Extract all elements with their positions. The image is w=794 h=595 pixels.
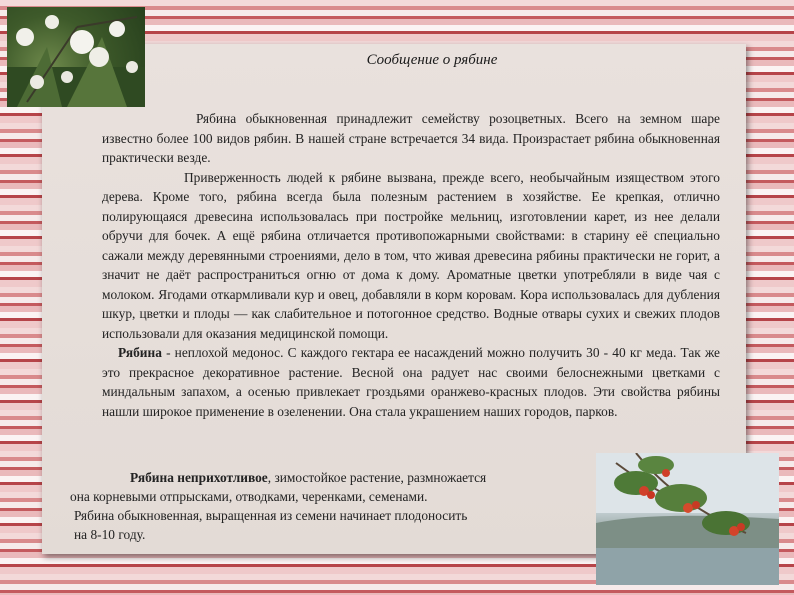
paragraph-3-lead: Рябина	[118, 345, 162, 360]
tail-line-2: она корневыми отпрысками, отводками, черенками, семенами.	[70, 489, 428, 504]
tail-line-1-text: , зимостойкое растение, размножается	[267, 470, 487, 485]
paragraph-2: Приверженность людей к рябине вызвана, прежде всего, необычайным изяществом этого дерева. Кроме того, рябина всегда была полезным растением в хозяйстве. Ее крепкая, отлично полирующаяся древесина использовалась при постройке мельниц, изготовлении карет, из нее делали обручи для бочек. А ещё рябина отличается противопожарными свойствами: в старину её специально сажали между деревянными строениями, дело в том, что живая древесина рябины практически не горит, а значит не даёт распространиться огню от дома к дому. Ароматные цветки употребляли в виде чая с молоком. Ягодами откармливали кур и овец, добавляли в корм коровам. Кора использовалась для дубления шкур, цветки и плоды — как слабительное и потогонное средство. Водные отвары сухих и свежих плодов использовали для оказания медицинской помощи.	[102, 169, 720, 341]
paragraph-1-text: принадлежит семейству розоцветных. Всего на земном шаре известно более 100 видов рябин. В нашей стране встречается 34 вида. Произрастает рябина обыкновенная практически везде.	[102, 111, 720, 165]
paragraph-3-text: - неплохой медонос. С каждого гектара ее насаждений можно получить 30 - 40 кг меда. Так же это прекрасное декоративное растение. Весной она радует нас своими белоснежными цветками с миндальным запахом, а осенью привлекает гроздьями оранжево-красных плодов. Эти свойства рябины нашли широкое применение в озеленении. Она стала украшением наших городов, парков.	[102, 345, 720, 419]
article-body	[102, 109, 720, 421]
rowan-berries-photo	[596, 453, 779, 585]
tail-line-1-lead: Рябина неприхотливое	[130, 470, 268, 485]
rowan-berries-image	[596, 453, 779, 585]
tail-line-4: на 8-10 году.	[74, 527, 146, 542]
paragraph-1-lead: Рябина обыкновенная	[196, 111, 328, 126]
paragraph-3	[102, 343, 720, 421]
slide-title: Сообщение о рябине	[366, 52, 498, 68]
tail-line-3: Рябина обыкновенная, выращенная из семени начинает плодоносить	[74, 508, 468, 523]
tail-line-1	[130, 468, 486, 488]
paragraph-1	[102, 109, 720, 168]
